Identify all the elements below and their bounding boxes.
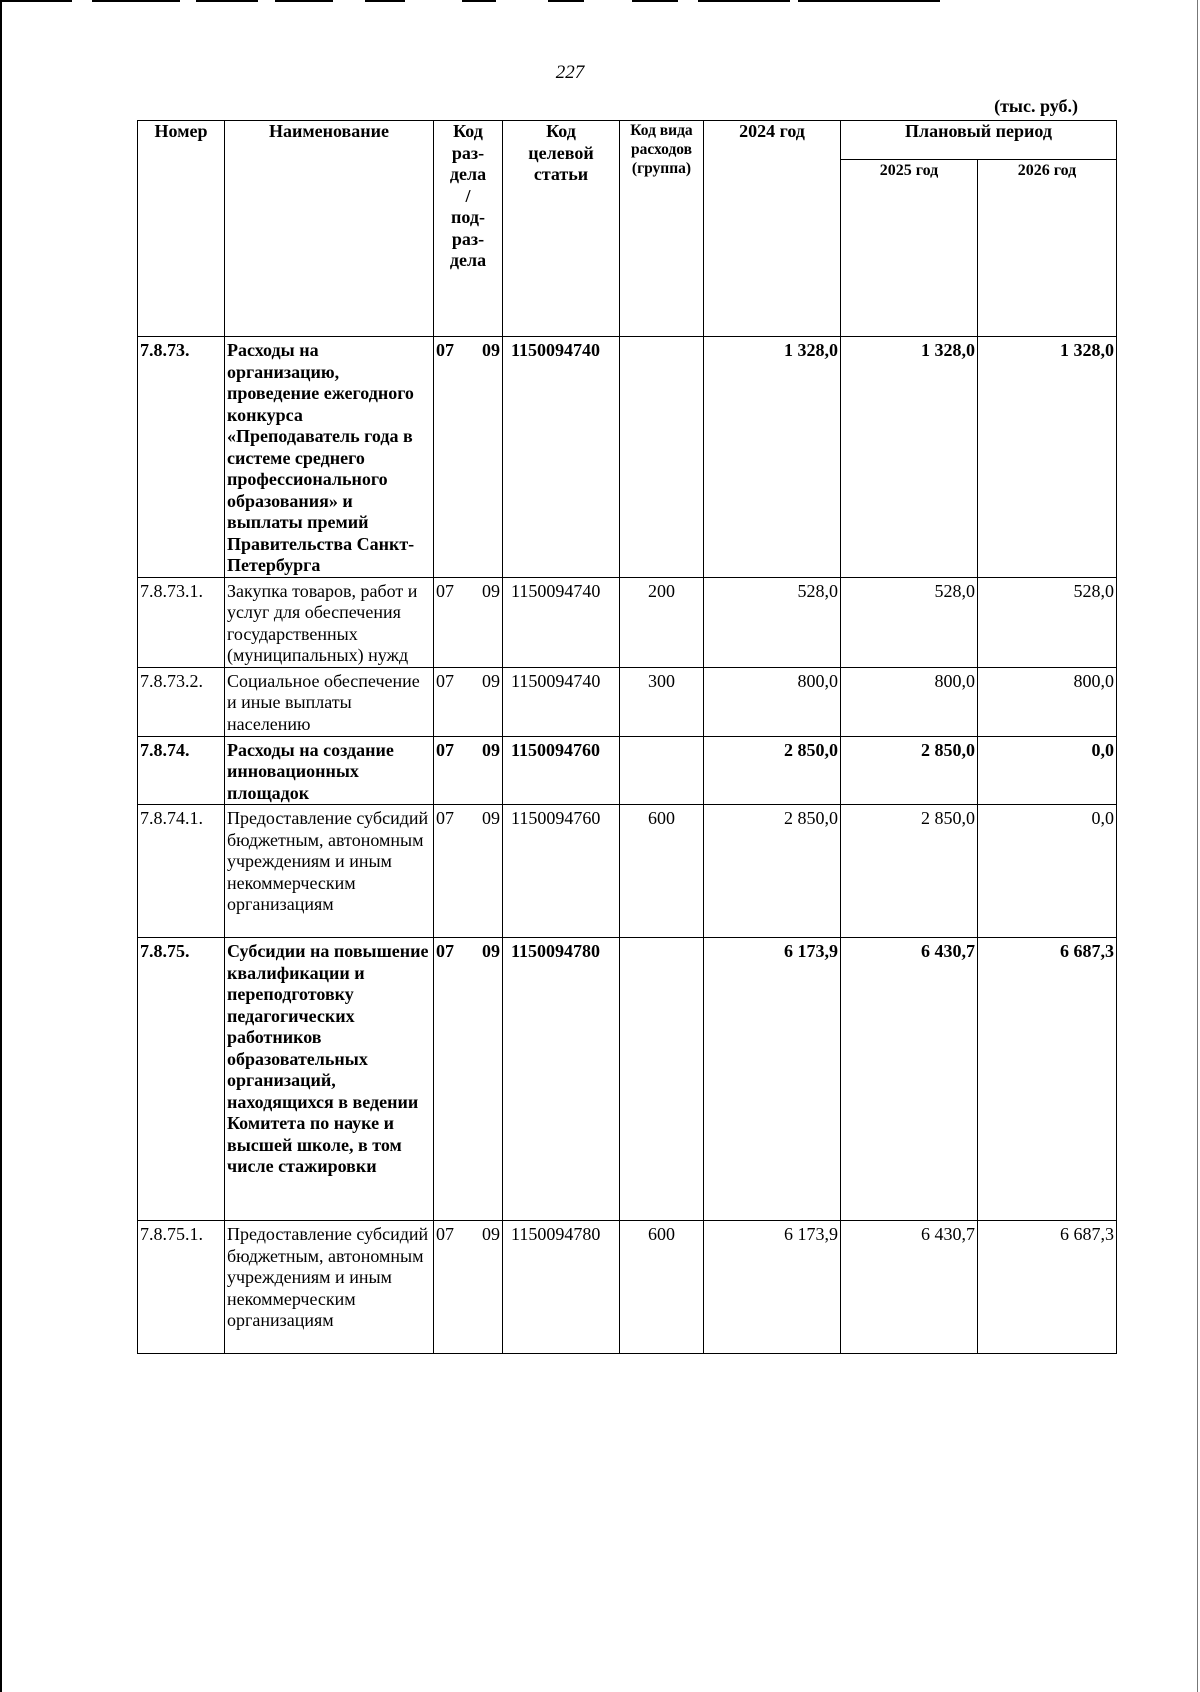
row-tselevaya-statya: 1150094740 — [503, 667, 620, 736]
row-name: Предоставление субсидий бюджетным, автономным учреждениям и иным некоммерческим организациям — [225, 1221, 434, 1354]
row-vid-rashodov: 300 — [620, 667, 704, 736]
row-amount-2026: 0,0 — [978, 736, 1117, 805]
row-name: Расходы на создание инновационных площадок — [225, 736, 434, 805]
header-nomer: Номер — [138, 121, 225, 337]
row-name: Предоставление субсидий бюджетным, автономным учреждениям и иным некоммерческим организациям — [225, 805, 434, 938]
header-kod-vida: Код вида расходов (группа) — [620, 121, 704, 337]
row-razdel — [434, 577, 503, 667]
table-row — [138, 938, 1117, 1221]
row-name: Субсидии на повышение квалификации и переподготовку педагогических работников образовательных организаций, находящихся в ведении Комитета по науке и высшей школе, в том числе стажировки — [225, 938, 434, 1221]
row-amount-2025: 800,0 — [841, 667, 978, 736]
row-amount-2024: 6 173,9 — [704, 1221, 841, 1354]
row-vid-rashodov — [620, 736, 704, 805]
row-tselevaya-statya: 1150094780 — [503, 938, 620, 1221]
row-vid-rashodov — [620, 938, 704, 1221]
row-razdel — [434, 736, 503, 805]
header-naimenovanie: Наименование — [225, 121, 434, 337]
row-amount-2026: 800,0 — [978, 667, 1117, 736]
budget-table — [137, 120, 1117, 1354]
razdel-code: 07 — [436, 808, 454, 828]
row-amount-2024: 2 850,0 — [704, 736, 841, 805]
header-2026: 2026 год — [978, 160, 1117, 337]
row-amount-2025: 2 850,0 — [841, 805, 978, 938]
header-kod-razdela: Код раз- дела/ под- раз- дела — [434, 121, 503, 337]
row-amount-2026: 6 687,3 — [978, 938, 1117, 1221]
row-name: Закупка товаров, работ и услуг для обеспечения государственных (муниципальных) нужд — [225, 577, 434, 667]
podrazdel-code: 09 — [482, 670, 500, 691]
podrazdel-code: 09 — [482, 1224, 500, 1244]
row-number: 7.8.75. — [138, 938, 225, 1221]
razdel-code: 07 — [436, 1224, 454, 1244]
header-2024: 2024 год — [704, 121, 841, 337]
table-row — [138, 805, 1117, 938]
row-number: 7.8.73. — [138, 337, 225, 578]
row-number: 7.8.73.1. — [138, 577, 225, 667]
row-amount-2024: 2 850,0 — [704, 805, 841, 938]
razdel-code: 07 — [436, 941, 454, 961]
row-amount-2024: 800,0 — [704, 667, 841, 736]
row-amount-2025: 2 850,0 — [841, 736, 978, 805]
row-razdel — [434, 337, 503, 578]
podrazdel-code: 09 — [482, 808, 500, 828]
header-kod-tselevoy: Код целевой статьи — [503, 121, 620, 337]
header-2025: 2025 год — [841, 160, 978, 337]
row-number: 7.8.74.1. — [138, 805, 225, 938]
row-tselevaya-statya: 1150094740 — [503, 337, 620, 578]
row-amount-2025: 528,0 — [841, 577, 978, 667]
razdel-code: 07 — [436, 580, 454, 601]
razdel-code: 07 — [436, 739, 454, 760]
row-amount-2025: 1 328,0 — [841, 337, 978, 578]
row-amount-2024: 1 328,0 — [704, 337, 841, 578]
row-vid-rashodov: 600 — [620, 1221, 704, 1354]
scan-top-edge — [0, 0, 1200, 2]
row-tselevaya-statya: 1150094760 — [503, 805, 620, 938]
table-body — [138, 337, 1117, 1354]
podrazdel-code: 09 — [482, 941, 500, 961]
table-row — [138, 667, 1117, 736]
row-name: Социальное обеспечение и иные выплаты населению — [225, 667, 434, 736]
row-amount-2025: 6 430,7 — [841, 938, 978, 1221]
page-number: 227 — [555, 62, 585, 83]
row-tselevaya-statya: 1150094740 — [503, 577, 620, 667]
row-vid-rashodov: 600 — [620, 805, 704, 938]
units-label: (тыс. руб.) — [994, 96, 1078, 116]
row-number: 7.8.73.2. — [138, 667, 225, 736]
row-amount-2026: 0,0 — [978, 805, 1117, 938]
row-vid-rashodov — [620, 337, 704, 578]
table-row — [138, 577, 1117, 667]
podrazdel-code: 09 — [482, 739, 500, 760]
razdel-code: 07 — [436, 340, 454, 360]
table-row — [138, 337, 1117, 578]
podrazdel-code: 09 — [482, 580, 500, 601]
row-tselevaya-statya: 1150094760 — [503, 736, 620, 805]
row-amount-2024: 6 173,9 — [704, 938, 841, 1221]
scan-left-edge — [0, 0, 2, 1692]
row-tselevaya-statya: 1150094780 — [503, 1221, 620, 1354]
row-name: Расходы на организацию, проведение ежегодного конкурса «Преподаватель года в системе среднего профессионального образования» и выплаты премий Правительства Санкт-Петербурга — [225, 337, 434, 578]
row-amount-2026: 1 328,0 — [978, 337, 1117, 578]
razdel-code: 07 — [436, 670, 454, 691]
row-razdel — [434, 667, 503, 736]
podrazdel-code: 09 — [482, 340, 500, 360]
scan-right-edge — [1197, 0, 1198, 1692]
row-razdel — [434, 938, 503, 1221]
row-vid-rashodov: 200 — [620, 577, 704, 667]
row-amount-2026: 6 687,3 — [978, 1221, 1117, 1354]
table-row — [138, 736, 1117, 805]
table-row — [138, 1221, 1117, 1354]
header-row-1 — [138, 121, 1117, 160]
header-planovy-period: Плановый период — [841, 121, 1117, 160]
row-number: 7.8.74. — [138, 736, 225, 805]
row-amount-2024: 528,0 — [704, 577, 841, 667]
row-amount-2025: 6 430,7 — [841, 1221, 978, 1354]
row-razdel — [434, 805, 503, 938]
row-amount-2026: 528,0 — [978, 577, 1117, 667]
row-razdel — [434, 1221, 503, 1354]
row-number: 7.8.75.1. — [138, 1221, 225, 1354]
